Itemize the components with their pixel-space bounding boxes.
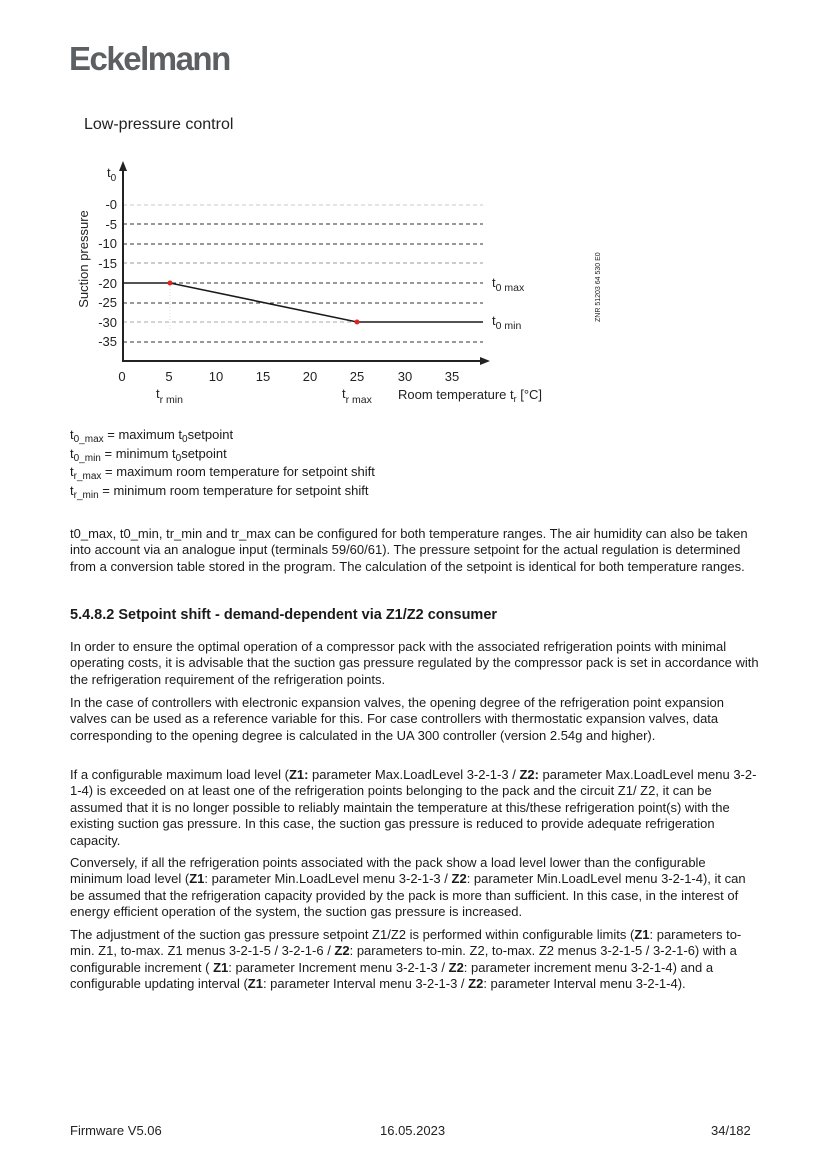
x-tick-labels bbox=[118, 369, 459, 384]
x-axis-label: Room temperature $t_r$ [°C] bbox=[398, 387, 543, 404]
y-tick-labels bbox=[98, 197, 117, 349]
annot-t0max: $t_{0 max}$ bbox=[492, 275, 525, 294]
annot-trmax: $t_{r max}$ bbox=[342, 386, 372, 406]
point-trmin bbox=[168, 281, 173, 286]
figure-title: Low-pressure control bbox=[84, 116, 234, 133]
paragraph-5: The adjustment of the suction gas pressure setpoint Z1/Z2 is performed within configurable limits (Z1: parameters to-min. Z1, to-max. Z1 menus 3-2-1-5 / 3-2-1-6 / Z2: parameters to-min. Z2, to-max. Z2 menus 3-2-1-5 / 3-2-1-6) with a configurable increment ( Z1: parameter Increment menu 3-2-1-3 / Z2: parameter increment menu 3-2-1-4) and a configurable updating interval (Z1: parameter Interval menu 3-2-1-3 / Z2: parameter Interval menu 3-2-1-4). bbox=[70, 927, 742, 992]
footer-firmware: Firmware V5.06 bbox=[70, 1123, 162, 1138]
svg-text:t0: $t_0$ bbox=[107, 165, 117, 184]
svg-text:-0: -0 bbox=[105, 197, 117, 212]
svg-text:-10: -10 bbox=[98, 236, 117, 251]
svg-text:-30: -30 bbox=[98, 315, 117, 330]
y-axis-label: Suction pressure bbox=[76, 210, 91, 308]
svg-text:-35: -35 bbox=[98, 334, 117, 349]
svg-text:0: 0 bbox=[118, 369, 126, 384]
svg-text:-15: -15 bbox=[98, 256, 117, 271]
drawing-number: ZNR 51203 64 530 E0 bbox=[595, 252, 602, 322]
intro-paragraph: t0_max, t0_min, tr_min and tr_max can be configured for both temperature ranges. The air humidity can also be taken into account via an analogue input (terminals 59/60/61). The pressure setpoint for the actual regulation is determined from a conversion table stored in the program. The calculation of the setpoint is identical for both temperature ranges. bbox=[70, 526, 748, 574]
eckelmann-logo: Eckelmann bbox=[69, 40, 230, 77]
symbol-definitions bbox=[70, 426, 375, 500]
paragraph-1: In order to ensure the optimal operation of a compressor pack with the associated refrigeration points with minimal operating costs, it is advisable that the suction gas pressure regulated by the compressor pack is set in accordance with the refrigeration requirement of the refrigeration points. bbox=[70, 639, 759, 687]
svg-text:25: 25 bbox=[349, 369, 365, 384]
footer-date: 16.05.2023 bbox=[380, 1123, 446, 1138]
x-axis-arrow-icon bbox=[480, 357, 490, 365]
svg-text:30: 30 bbox=[397, 369, 413, 384]
svg-text:10: 10 bbox=[208, 369, 224, 384]
definition-t0-max: $t_{0\_max}$ = maximum $t_0setpoint$ bbox=[70, 427, 234, 445]
svg-text:35: 35 bbox=[444, 369, 460, 384]
svg-text:-5: -5 bbox=[105, 217, 117, 232]
paragraph-3: If a configurable maximum load level (Z1: parameter Max.LoadLevel 3-2-1-3 / Z2: parameter Max.LoadLevel menu 3-2-1-4) is exceeded on at least one of the refrigeration points belonging to the pack and the circuit Z1/ Z2, it can be assumed that it is no longer possible to reliably maintain the temperature at this/these refrigeration point(s) with the existing suction gas pressure. In this case, the suction gas pressure is reduced to provide adequate refrigeration capacity. bbox=[70, 767, 757, 848]
annot-trmin: $t_{r min}$ bbox=[156, 386, 183, 406]
svg-text:-20: -20 bbox=[98, 276, 117, 291]
svg-text:-25: -25 bbox=[98, 295, 117, 310]
annot-t0min: $t_{0 min}$ bbox=[492, 313, 522, 332]
footer-page-number: 34/182 bbox=[711, 1123, 751, 1138]
point-trmax bbox=[355, 320, 360, 325]
setpoint-line bbox=[123, 283, 483, 322]
low-pressure-chart bbox=[0, 0, 827, 420]
y-axis-arrow-icon bbox=[119, 161, 127, 171]
paragraph-4: Conversely, if all the refrigeration points associated with the pack show a load level lower than the configurable minimum load level (Z1: parameter Min.LoadLevel menu 3-2-1-3 / Z2: parameter Min.LoadLevel menu 3-2-1-4), it can be assumed that the refrigeration capacity provided by the pack is more than sufficient. In this case, in the interest of energy efficient operation of the system, the suction gas pressure is increased. bbox=[70, 855, 746, 920]
paragraph-2: In the case of controllers with electronic expansion valves, the opening degree of the refrigeration point expansion valves can be used as a reference variable for this. For case controllers with thermostatic expansion valves, data corresponding to the opening degree is calculated in the UA 300 controller (version 2.54g and higher). bbox=[70, 695, 725, 743]
definition-tr-max: $t_{r\_max}$ = maximum room temperature for setpoint shift bbox=[70, 464, 375, 482]
svg-text:5: 5 bbox=[165, 369, 173, 384]
svg-text:15: 15 bbox=[255, 369, 271, 384]
svg-text:20: 20 bbox=[302, 369, 318, 384]
definition-t0-min: $t_{0\_min}$ = minimum $t_0setpoint$ bbox=[70, 445, 227, 464]
section-heading: 5.4.8.2 Setpoint shift - demand-dependent via Z1/Z2 consumer bbox=[70, 607, 498, 623]
definition-tr-min: $t_{r\_min}$ = minimum room temperature for setpoint shift bbox=[70, 482, 369, 501]
